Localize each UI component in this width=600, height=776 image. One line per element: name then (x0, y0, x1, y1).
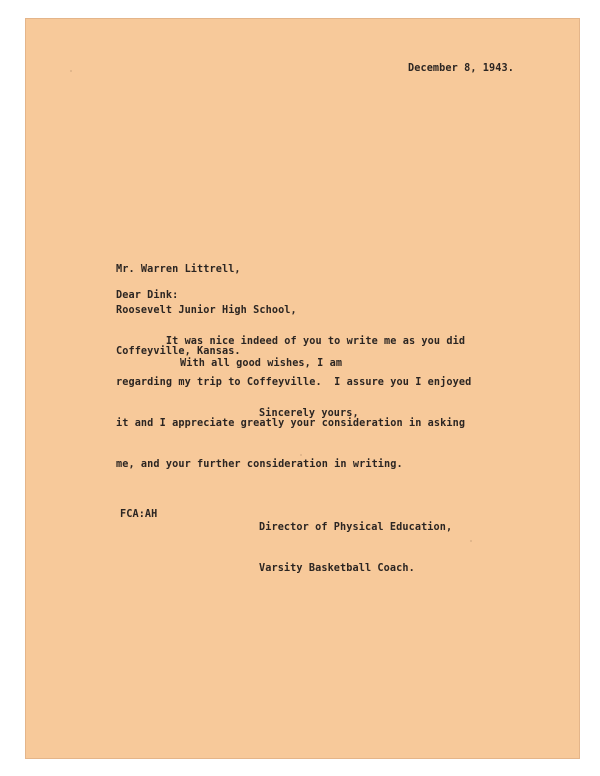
letter-date: December 8, 1943. (408, 63, 514, 74)
address-line: Roosevelt Junior High School, (116, 304, 297, 316)
paper-speck (470, 540, 472, 542)
body-line: It was nice indeed of you to write me as you did (116, 336, 466, 348)
sign-off: Sincerely yours, (259, 408, 359, 419)
title-line: Varsity Basketball Coach. (259, 562, 415, 574)
salutation: Dear Dink: (116, 290, 179, 301)
address-line: Mr. Warren Littrell, (116, 264, 241, 276)
body-line: regarding my trip to Coffeyville. I assure you I enjoyed (116, 376, 472, 388)
paper-speck (300, 454, 302, 456)
paper-speck (70, 70, 72, 72)
body-line: me, and your further consideration in writing. (116, 458, 403, 470)
title-line: Director of Physical Education, (259, 522, 453, 534)
letter-body (116, 308, 471, 485)
address-line: Coffeyville, Kansas. (116, 345, 241, 357)
body-line: it and I appreciate greatly your consideration in asking (116, 417, 466, 429)
closing-line: With all good wishes, I am (180, 358, 343, 369)
signer-title (259, 494, 452, 589)
reference-initials: FCA:AH (120, 509, 158, 520)
